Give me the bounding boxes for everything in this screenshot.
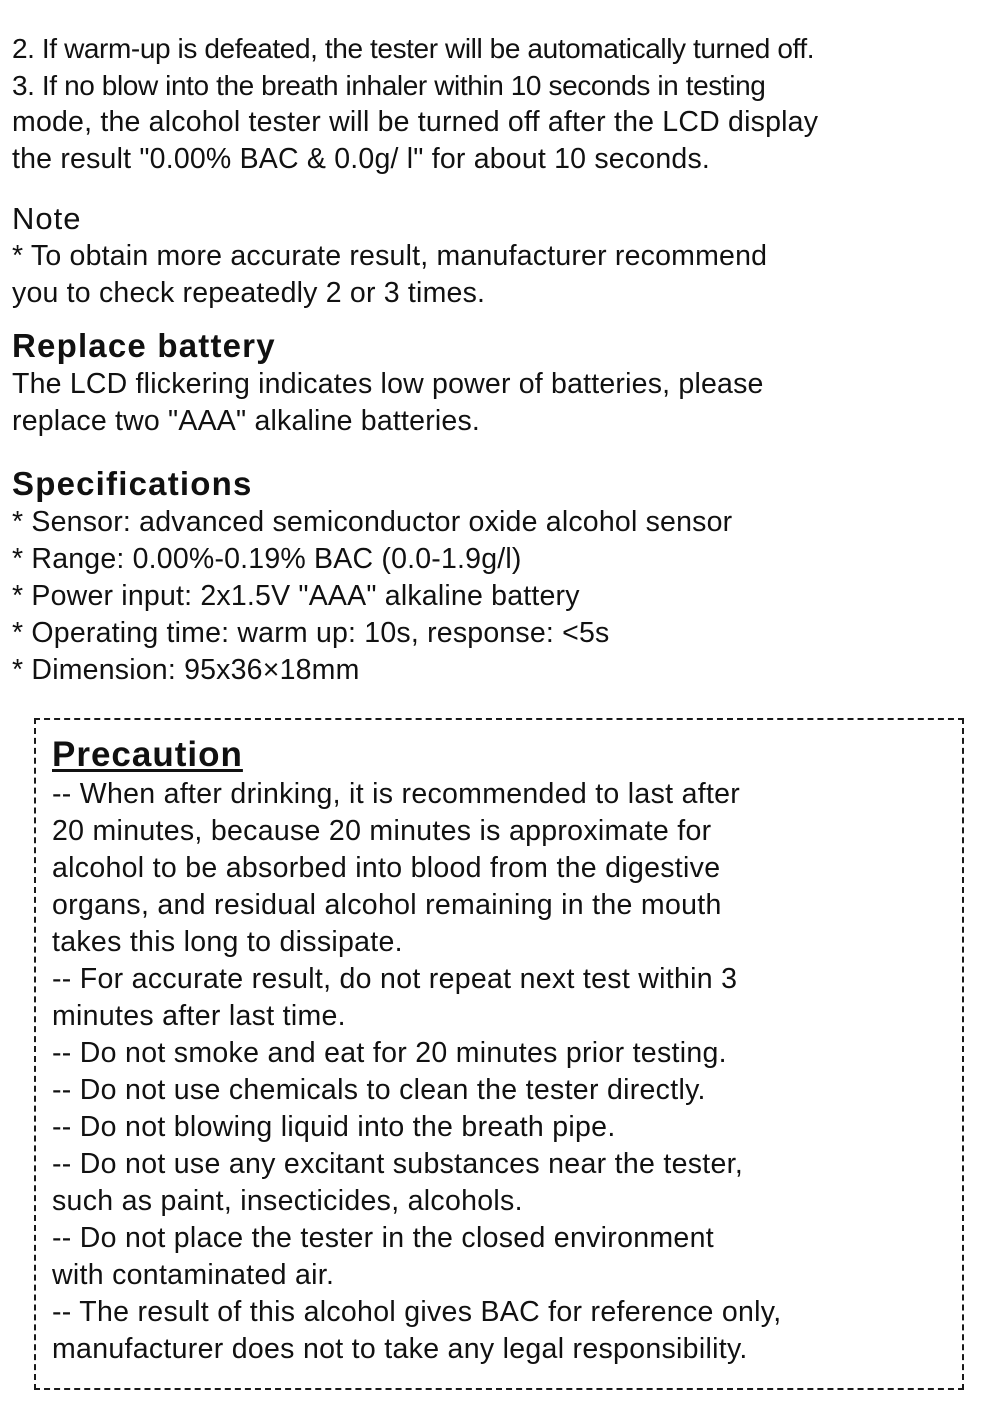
replace-battery-section — [12, 326, 992, 440]
precaution-line: alcohol to be absorbed into blood from the digestive — [52, 852, 721, 884]
replace-battery-heading: Replace battery — [12, 327, 276, 364]
note-line: * To obtain more accurate result, manufacturer recommend — [12, 240, 768, 272]
precaution-line: organs, and residual alcohol remaining in the mouth — [52, 889, 722, 921]
spec-item: * Sensor: advanced semiconductor oxide alcohol sensor — [12, 506, 733, 538]
intro-line: 2. If warm-up is defeated, the tester will be automatically turned off. — [12, 33, 815, 64]
precaution-line: -- Do not blowing liquid into the breath pipe. — [52, 1111, 616, 1143]
precaution-line: -- When after drinking, it is recommended to last after — [52, 778, 741, 810]
precaution-line: -- Do not smoke and eat for 20 minutes prior testing. — [52, 1037, 727, 1069]
precaution-content — [52, 734, 952, 1368]
precaution-box — [34, 718, 964, 1390]
intro-line: the result "0.00% BAC & 0.0g/ l" for about 10 seconds. — [12, 143, 711, 175]
note-section — [12, 200, 992, 312]
spec-item: * Operating time: warm up: 10s, response: <5s — [12, 617, 610, 649]
precaution-line: manufacturer does not to take any legal responsibility. — [52, 1333, 748, 1365]
precaution-line: -- Do not use any excitant substances near the tester, — [52, 1148, 744, 1180]
note-line: you to check repeatedly 2 or 3 times. — [12, 277, 486, 309]
precaution-line: -- Do not place the tester in the closed environment — [52, 1222, 714, 1254]
precaution-line: -- The result of this alcohol gives BAC for reference only, — [52, 1296, 782, 1328]
intro-line: 3. If no blow into the breath inhaler within 10 seconds in testing — [12, 70, 766, 101]
spec-item: * Range: 0.00%-0.19% BAC (0.0-1.9g/l) — [12, 543, 522, 575]
replace-battery-line: The LCD flickering indicates low power of batteries, please — [12, 368, 764, 400]
precaution-line: -- For accurate result, do not repeat next test within 3 — [52, 963, 738, 995]
precaution-line: -- Do not use chemicals to clean the tester directly. — [52, 1074, 706, 1106]
precaution-line: takes this long to dissipate. — [52, 926, 403, 958]
replace-battery-line: replace two "AAA" alkaline batteries. — [12, 405, 481, 437]
precaution-line: minutes after last time. — [52, 1000, 346, 1032]
precaution-heading: Precaution — [52, 735, 243, 774]
specifications-heading: Specifications — [12, 465, 253, 502]
precaution-line: 20 minutes, because 20 minutes is approximate for — [52, 815, 712, 847]
intro-section — [12, 30, 992, 178]
precaution-line: such as paint, insecticides, alcohols. — [52, 1185, 523, 1217]
specifications-section — [12, 464, 992, 689]
intro-line: mode, the alcohol tester will be turned off after the LCD display — [12, 106, 819, 138]
precaution-line: with contaminated air. — [52, 1259, 335, 1291]
spec-item: * Dimension: 95x36×18mm — [12, 654, 360, 686]
note-heading: Note — [12, 201, 82, 236]
spec-item: * Power input: 2x1.5V "AAA" alkaline battery — [12, 580, 580, 612]
